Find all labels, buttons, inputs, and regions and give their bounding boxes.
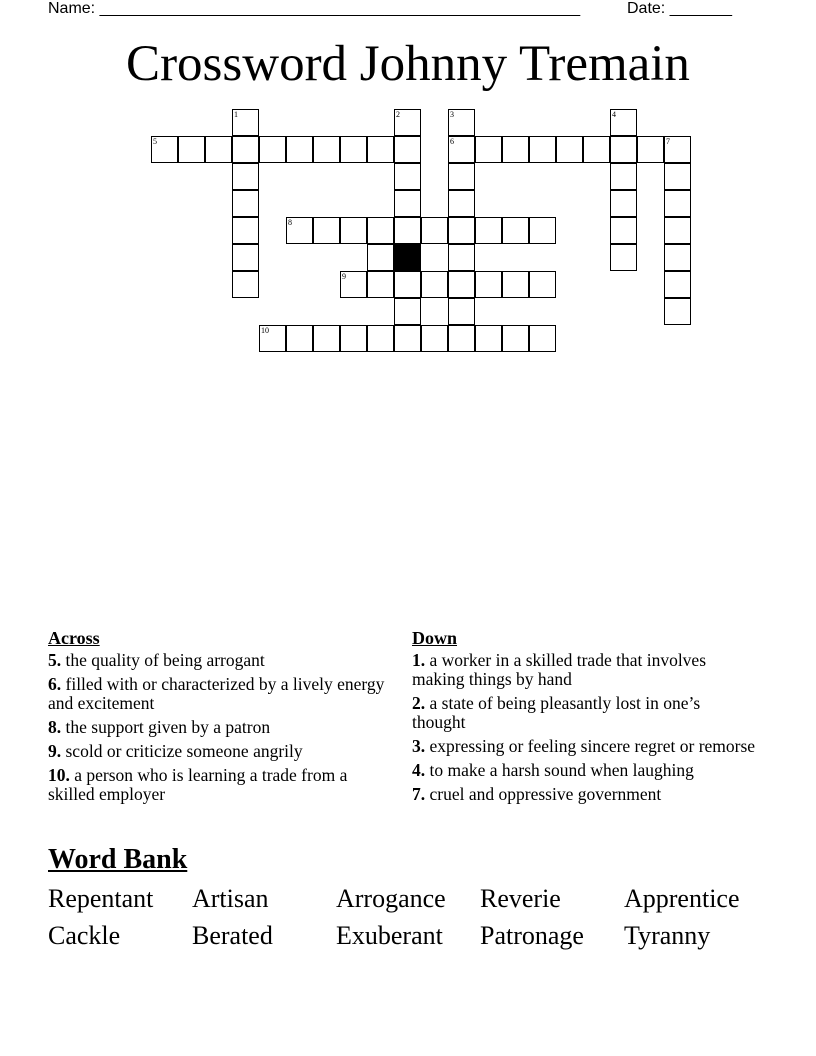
grid-cell[interactable] <box>367 325 394 352</box>
grid-cell[interactable] <box>205 136 232 163</box>
grid-cell[interactable] <box>583 136 610 163</box>
grid-cell[interactable] <box>637 136 664 163</box>
word-bank-word: Reverie <box>480 884 561 913</box>
down-heading: Down <box>412 628 458 648</box>
grid-cell[interactable] <box>394 163 421 190</box>
grid-cell[interactable] <box>232 136 259 163</box>
cell-number: 5 <box>153 137 157 146</box>
cell-number: 9 <box>342 272 346 281</box>
word-bank-word: Artisan <box>192 884 269 913</box>
grid-cell[interactable] <box>448 271 475 298</box>
clue-text: a worker in a skilled trade that involves making things by hand <box>412 650 707 689</box>
clue-text: a state of being pleasantly lost in one’s thought <box>412 693 701 732</box>
grid-cell[interactable] <box>664 298 691 325</box>
cell-number: 1 <box>234 110 238 119</box>
grid-cell[interactable] <box>502 325 529 352</box>
grid-cell[interactable] <box>529 217 556 244</box>
grid-cell[interactable] <box>610 136 637 163</box>
grid-cell[interactable] <box>394 217 421 244</box>
grid-cell[interactable] <box>529 325 556 352</box>
cell-number: 10 <box>261 326 269 335</box>
clue-number: 7. <box>412 784 426 804</box>
page-title: Crossword Johnny Tremain <box>126 36 690 92</box>
grid-cell[interactable] <box>313 136 340 163</box>
grid-cell[interactable] <box>664 136 691 163</box>
clue-across-10 <box>48 766 393 804</box>
grid-cell[interactable] <box>367 217 394 244</box>
grid-cell[interactable] <box>448 325 475 352</box>
clue-down-4 <box>412 761 757 780</box>
grid-cell[interactable] <box>475 325 502 352</box>
word-bank-word: Berated <box>192 921 273 950</box>
grid-cell[interactable] <box>394 136 421 163</box>
grid-cell[interactable] <box>178 136 205 163</box>
word-bank-word: Patronage <box>480 921 584 950</box>
grid-cell[interactable] <box>529 136 556 163</box>
black-cell <box>394 244 421 271</box>
grid-cell[interactable] <box>394 190 421 217</box>
word-bank-word: Apprentice <box>624 884 740 913</box>
cell-number: 8 <box>288 218 292 227</box>
word-bank-word: Exuberant <box>336 921 443 950</box>
grid-cell[interactable] <box>502 217 529 244</box>
grid-cell[interactable] <box>313 217 340 244</box>
grid-cell[interactable] <box>664 163 691 190</box>
cell-number: 2 <box>396 110 400 119</box>
clue-text: filled with or characterized by a lively energy and excitement <box>48 674 385 713</box>
grid-cell[interactable] <box>664 217 691 244</box>
grid-cell[interactable] <box>502 136 529 163</box>
word-bank-word: Tyranny <box>624 921 711 950</box>
clue-down-1 <box>412 651 757 689</box>
grid-cell[interactable] <box>151 136 178 163</box>
grid-cell[interactable] <box>286 136 313 163</box>
grid-cell[interactable] <box>421 217 448 244</box>
clue-number: 8. <box>48 717 62 737</box>
grid-cell[interactable] <box>286 217 313 244</box>
grid-cell[interactable] <box>610 190 637 217</box>
grid-cell[interactable] <box>313 325 340 352</box>
grid-cell[interactable] <box>232 271 259 298</box>
grid-cell[interactable] <box>340 217 367 244</box>
clue-number: 1. <box>412 650 426 670</box>
grid-cell[interactable] <box>448 109 475 136</box>
clue-text: to make a harsh sound when laughing <box>429 760 694 780</box>
grid-cell[interactable] <box>421 271 448 298</box>
grid-cell[interactable] <box>232 217 259 244</box>
word-bank-title: Word Bank <box>48 844 188 875</box>
grid-cell[interactable] <box>340 325 367 352</box>
grid-cell[interactable] <box>475 217 502 244</box>
word-bank-word: Cackle <box>48 921 121 950</box>
grid-cell[interactable] <box>448 298 475 325</box>
clue-text: scold or criticize someone angrily <box>65 741 303 761</box>
grid-cell[interactable] <box>259 325 286 352</box>
clue-across-6 <box>48 675 393 713</box>
grid-cell[interactable] <box>340 271 367 298</box>
grid-cell[interactable] <box>475 271 502 298</box>
grid-cell[interactable] <box>367 244 394 271</box>
clue-number: 6. <box>48 674 62 694</box>
clue-number: 10. <box>48 765 70 785</box>
clue-number: 5. <box>48 650 62 670</box>
word-bank-word: Repentant <box>48 884 154 913</box>
grid-cell[interactable] <box>502 271 529 298</box>
clue-down-3 <box>412 737 757 756</box>
clue-text: a person who is learning a trade from a skilled employer <box>48 765 348 804</box>
across-heading: Across <box>48 628 100 648</box>
grid-cell[interactable] <box>448 244 475 271</box>
cell-number: 6 <box>450 137 454 146</box>
clue-text: expressing or feeling sincere regret or remorse <box>429 736 756 756</box>
clue-across-5 <box>48 651 393 670</box>
grid-cell[interactable] <box>421 325 448 352</box>
grid-cell[interactable] <box>556 136 583 163</box>
grid-cell[interactable] <box>340 136 367 163</box>
grid-cell[interactable] <box>394 109 421 136</box>
clue-across-8 <box>48 718 393 737</box>
grid-cell[interactable] <box>394 325 421 352</box>
down-clues <box>412 628 757 809</box>
clue-text: the quality of being arrogant <box>65 650 265 670</box>
grid-cell[interactable] <box>610 163 637 190</box>
clue-across-9 <box>48 742 393 761</box>
grid-cell[interactable] <box>232 190 259 217</box>
grid-cell[interactable] <box>475 136 502 163</box>
clue-number: 9. <box>48 741 62 761</box>
grid-cell[interactable] <box>286 325 313 352</box>
cell-number: 7 <box>666 137 670 146</box>
across-clues <box>48 628 393 809</box>
grid-cell[interactable] <box>664 271 691 298</box>
grid-cell[interactable] <box>394 298 421 325</box>
grid-cell[interactable] <box>610 244 637 271</box>
grid-cell[interactable] <box>610 217 637 244</box>
grid-cell[interactable] <box>664 190 691 217</box>
clue-down-2 <box>412 694 757 732</box>
grid-cell[interactable] <box>448 217 475 244</box>
word-bank-word: Arrogance <box>336 884 446 913</box>
grid-cell[interactable] <box>232 244 259 271</box>
clue-number: 2. <box>412 693 426 713</box>
clue-text: cruel and oppressive government <box>429 784 662 804</box>
grid-cell[interactable] <box>394 271 421 298</box>
clue-text: the support given by a patron <box>65 717 271 737</box>
grid-cell[interactable] <box>232 163 259 190</box>
clue-down-7 <box>412 785 757 804</box>
grid-cell[interactable] <box>232 109 259 136</box>
crossword-grid <box>0 0 816 400</box>
grid-cell[interactable] <box>448 190 475 217</box>
date-field-label: Date: _______ <box>627 0 732 17</box>
name-field-label: Name: ______________________________________________________ <box>48 0 581 17</box>
grid-cell[interactable] <box>367 136 394 163</box>
grid-cell[interactable] <box>448 163 475 190</box>
grid-cell[interactable] <box>367 271 394 298</box>
clue-number: 4. <box>412 760 426 780</box>
grid-cell[interactable] <box>529 271 556 298</box>
grid-cell[interactable] <box>664 244 691 271</box>
cell-number: 4 <box>612 110 616 119</box>
grid-cell[interactable] <box>259 136 286 163</box>
grid-cell[interactable] <box>610 109 637 136</box>
grid-cell[interactable] <box>448 136 475 163</box>
clue-number: 3. <box>412 736 426 756</box>
cell-number: 3 <box>450 110 454 119</box>
